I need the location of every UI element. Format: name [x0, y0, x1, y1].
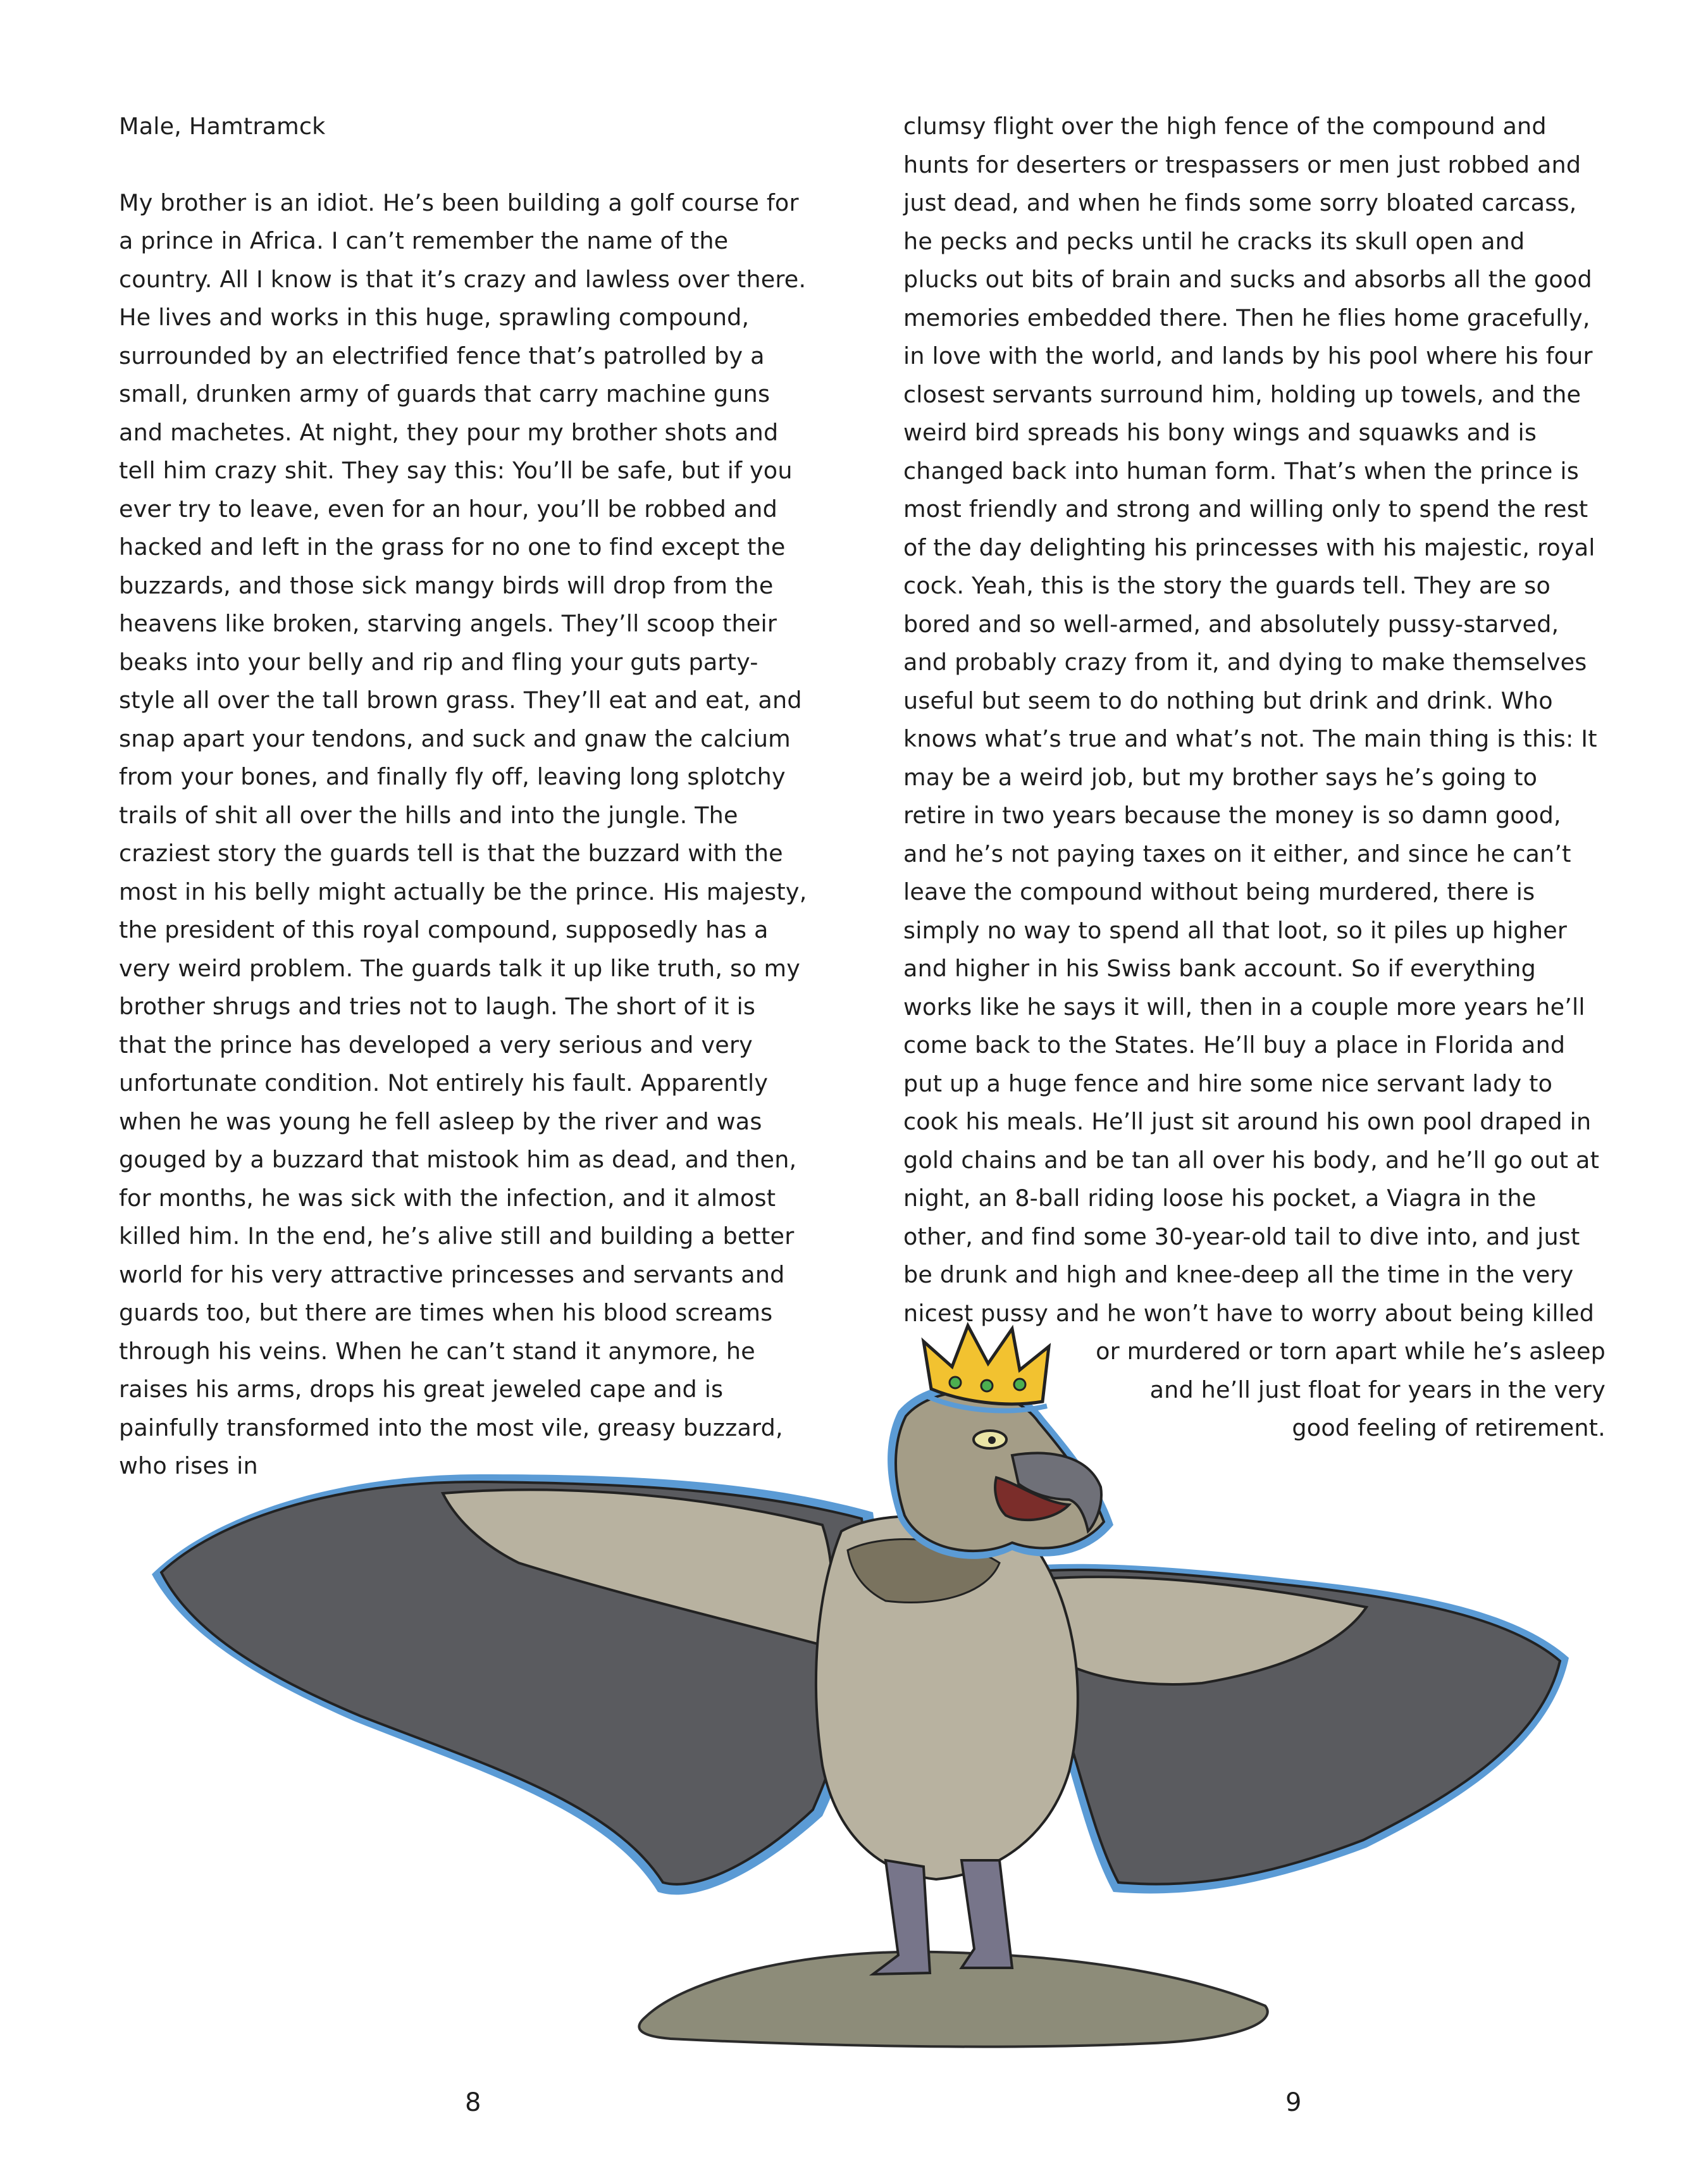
text-line: brother shrugs and tries not to laugh. The short of it is [119, 993, 756, 1020]
text-line: hunts for deserters or trespassers or men just robbed and [903, 151, 1581, 178]
text-line: and machetes. At night, they pour my brother shots and [119, 418, 779, 446]
page-number-left: 8 [465, 2088, 481, 2117]
text-line: of the day delighting his princesses with his majestic, royal [903, 533, 1595, 561]
text-line: hacked and left in the grass for no one to find except the [119, 533, 786, 561]
text-line: surrounded by an electrified fence that’s patrolled by a [119, 342, 765, 370]
text-line: nicest pussy and he won’t have to worry about being killed [903, 1299, 1595, 1327]
text-line: weird bird spreads his bony wings and squawks and is [903, 419, 1537, 446]
text-line: changed back into human form. That’s when the prince is [903, 457, 1579, 485]
text-line: craziest story the guards tell is that the buzzard with the [119, 840, 783, 867]
crown-gem-1 [950, 1377, 961, 1388]
text-line: unfortunate condition. Not entirely his fault. Apparently [119, 1069, 769, 1097]
text-line: in love with the world, and lands by his pool where his four [903, 342, 1593, 370]
text-line: style all over the tall brown grass. They’ll eat and eat, and [119, 687, 802, 714]
text-line: bored and so well-armed, and absolutely pussy-starved, [903, 610, 1559, 638]
rock-mound [639, 1952, 1267, 2047]
buzzard-pupil [988, 1436, 996, 1444]
text-line: cock. Yeah, this is the story the guards tell. They are so [903, 572, 1550, 599]
text-line: tell him crazy shit. They say this: You’ll be safe, but if you [119, 457, 793, 484]
text-line: memories embedded there. Then he flies home gracefully, [903, 304, 1590, 332]
text-line: and he’s not paying taxes on it either, and since he can’t [903, 840, 1571, 868]
text-line: for months, he was sick with the infection, and it almost [119, 1184, 776, 1212]
text-line: and higher in his Swiss bank account. So if everything [903, 955, 1537, 982]
text-line-indented: or murdered or torn apart while he’s asleep [1096, 1338, 1606, 1365]
text-line: clumsy flight over the high fence of the compound and [903, 113, 1547, 140]
text-line: guards too, but there are times when his blood screams [119, 1299, 773, 1326]
text-line: gouged by a buzzard that mistook him as dead, and then, [119, 1146, 797, 1173]
text-line: other, and find some 30-year-old tail to dive into, and just [903, 1222, 1580, 1250]
text-line: My brother is an idiot. He’s been building a golf course for [119, 189, 799, 216]
text-line: most friendly and strong and willing only to spend the rest [903, 495, 1588, 523]
story-heading: Male, Hamtramck [119, 113, 326, 140]
text-line: come back to the States. He’ll buy a place in Florida and [903, 1031, 1566, 1059]
text-line: and probably crazy from it, and dying to make themselves [903, 649, 1587, 676]
text-line: cook his meals. He’ll just sit around his own pool draped in [903, 1108, 1592, 1135]
text-line: very weird problem. The guards talk it up like truth, so my [119, 954, 801, 982]
text-line: a prince in Africa. I can’t remember the name of the [119, 227, 729, 254]
text-line: trails of shit all over the hills and into the jungle. The [119, 801, 738, 829]
text-line: he pecks and pecks until he cracks its skull open and [903, 227, 1525, 255]
text-line: most in his belly might actually be the prince. His majesty, [119, 878, 807, 905]
text-line-indented: and he’ll just float for years in the very [1149, 1376, 1606, 1403]
left-page-body [119, 184, 821, 1486]
right-leg [962, 1860, 1012, 1968]
text-line: just dead, and when he finds some sorry bloated carcass, [903, 189, 1577, 216]
text-line: the president of this royal compound, supposedly has a [119, 916, 769, 943]
text-line: when he was young he fell asleep by the river and was [119, 1107, 762, 1135]
text-line: may be a weird job, but my brother says he’s going to [903, 763, 1538, 791]
text-line: gold chains and be tan all over his body, and he’ll go out at [903, 1146, 1600, 1174]
crown-gem-3 [1014, 1379, 1025, 1390]
page-number-right: 9 [1285, 2088, 1302, 2117]
text-line: knows what’s true and what’s not. The main thing is this: It [903, 725, 1597, 752]
text-line: world for his very attractive princesses and servants and [119, 1260, 785, 1288]
text-line: through his veins. When he can’t stand it anymore, he [119, 1337, 755, 1365]
text-line-indented: good feeling of retirement. [1292, 1414, 1606, 1441]
text-line: raises his arms, drops his great jeweled cape and is [119, 1376, 724, 1403]
text-line: simply no way to spend all that loot, so it piles up higher [903, 916, 1568, 944]
text-line: useful but seem to do nothing but drink and drink. Who [903, 687, 1553, 714]
left-page-text [119, 108, 821, 1486]
text-line: killed him. In the end, he’s alive still and building a better [119, 1222, 795, 1250]
text-line: retire in two years because the money is so damn good, [903, 802, 1561, 829]
right-page-body [903, 108, 1606, 1333]
text-line: leave the compound without being murdered, there is [903, 878, 1535, 905]
text-line: buzzards, and those sick mangy birds will drop from the [119, 571, 774, 599]
text-line: closest servants surround him, holding up towels, and the [903, 380, 1581, 408]
text-line: that the prince has developed a very serious and very [119, 1031, 753, 1059]
text-line: snap apart your tendons, and suck and gnaw the calcium [119, 725, 791, 752]
text-line: who rises in [119, 1452, 258, 1479]
right-page-text [903, 108, 1606, 1448]
text-line: He lives and works in this huge, sprawling compound, [119, 304, 750, 331]
text-line: small, drunken army of guards that carry machine guns [119, 380, 770, 407]
crown-gem-2 [981, 1380, 993, 1391]
text-line: from your bones, and finally fly off, leaving long splotchy [119, 763, 786, 790]
text-line: painfully transformed into the most vile, greasy buzzard, [119, 1414, 783, 1441]
text-line: be drunk and high and knee-deep all the time in the very [903, 1261, 1574, 1288]
text-line: beaks into your belly and rip and fling your guts party- [119, 648, 758, 676]
text-line: ever try to leave, even for an hour, you’ll be robbed and [119, 495, 778, 523]
crowned-buzzard-illustration [0, 1316, 1708, 2075]
text-line: country. All I know is that it’s crazy and lawless over there. [119, 265, 807, 293]
text-line: plucks out bits of brain and sucks and absorbs all the good [903, 266, 1592, 293]
text-line: night, an 8-ball riding loose his pocket, a Viagra in the [903, 1185, 1537, 1212]
text-line: put up a huge fence and hire some nice servant lady to [903, 1069, 1553, 1097]
text-line: heavens like broken, starving angels. They’ll scoop their [119, 610, 777, 637]
text-line: works like he says it will, then in a couple more years he’ll [903, 993, 1585, 1021]
